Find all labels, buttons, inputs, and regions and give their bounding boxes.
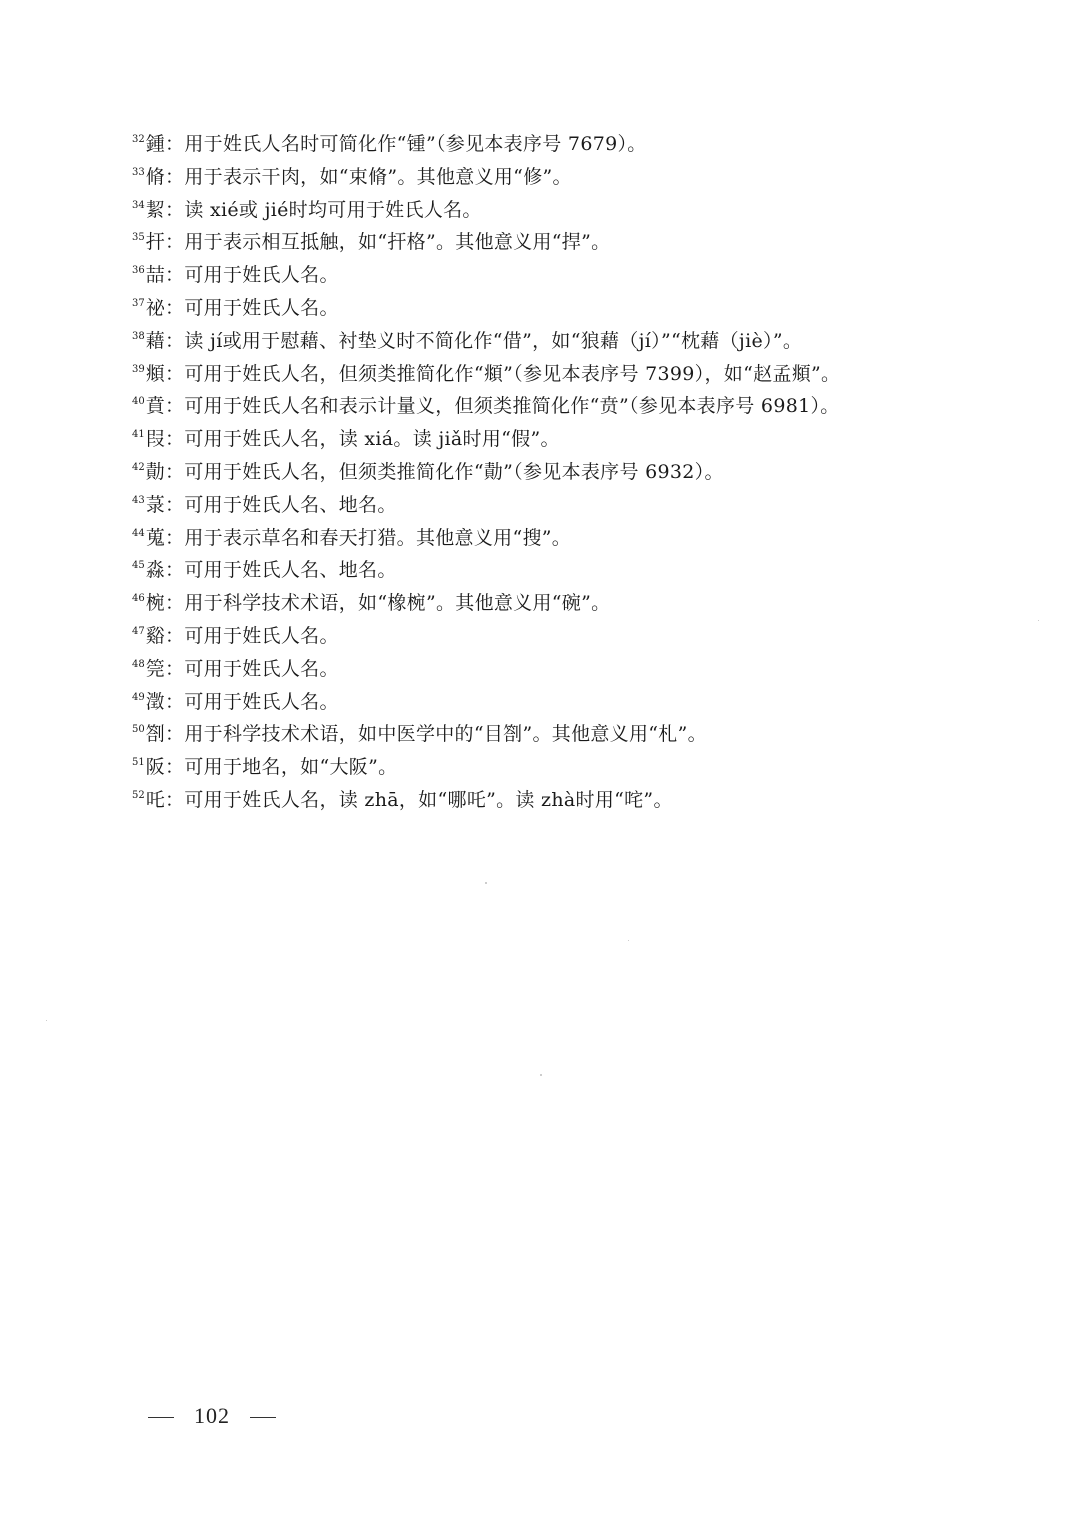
footnote-text: 可用于姓氏人名。 (184, 624, 339, 647)
footnote-number: 49 (132, 691, 145, 703)
footnote-number: 41 (132, 429, 145, 441)
footnote-number: 43 (132, 494, 145, 506)
footnote-text: 可用于姓氏人名，但须类推简化作“勣”（参见本表序号 6932）。 (184, 460, 724, 483)
scan-speck (1038, 620, 1039, 621)
scan-speck (540, 1074, 542, 1076)
footnote-character: 澂 (145, 690, 166, 713)
footnote-character: 絜 (145, 198, 166, 221)
footnote-number: 45 (132, 560, 145, 572)
footnote-number: 47 (132, 625, 145, 637)
footnote-number: 37 (132, 297, 145, 309)
footnote-separator: ： (165, 493, 185, 516)
footnote-separator: ： (165, 329, 185, 352)
footnote-character: 蒐 (145, 526, 166, 549)
footnote-separator: ： (165, 592, 185, 615)
footnote-text: 可用于姓氏人名。 (184, 657, 339, 680)
footnote-separator: ： (165, 428, 185, 451)
footnote-text: 可用于姓氏人名、地名。 (184, 493, 397, 516)
footnote-text: 用于姓氏人名时可简化作“锺”（参见本表序号 7679）。 (184, 133, 647, 155)
scan-speck (628, 940, 629, 941)
footnote-item (132, 157, 992, 190)
footnote-text: 可用于地名，如“大阪”。 (184, 756, 398, 779)
footnote-item (132, 714, 992, 747)
footnote-text: 可用于姓氏人名。 (184, 690, 339, 713)
footnote-item (132, 321, 992, 354)
footnote-number: 48 (132, 658, 145, 670)
scan-speck (46, 1020, 47, 1021)
footnote-number: 40 (132, 396, 145, 408)
footnote-character: 鍾 (145, 133, 166, 155)
footnote-item (132, 452, 992, 485)
footnote-number: 36 (132, 265, 145, 277)
footnote-separator: ： (165, 460, 185, 483)
footnote-item (132, 124, 992, 157)
footnote-separator: ： (165, 395, 185, 418)
footnote-separator: ： (165, 264, 185, 287)
footnote-character: 喆 (145, 264, 166, 287)
footnote-character: 祕 (145, 296, 166, 319)
footnote-text: 用于表示相互抵触，如“扞格”。其他意义用“捍”。 (184, 231, 611, 254)
footnote-number: 35 (132, 232, 145, 244)
footnote-separator: ： (165, 788, 185, 811)
footnote-character: 筦 (145, 657, 166, 680)
footnote-number: 52 (132, 789, 145, 801)
footnote-text: 用于表示干肉，如“束脩”。其他意义用“修”。 (184, 165, 572, 188)
footnote-separator: ： (165, 296, 185, 319)
footnote-item (132, 550, 992, 583)
footnote-separator: ： (165, 231, 185, 254)
footer-dash-right (250, 1417, 276, 1418)
footnote-character: 劄 (145, 723, 166, 746)
footnote-text: 用于科学技术术语，如中医学中的“目劄”。其他意义用“札”。 (184, 723, 707, 746)
footnote-number: 46 (132, 593, 145, 605)
footnote-separator: ： (165, 624, 185, 647)
footnote-number: 33 (132, 166, 145, 178)
footnote-character: 藉 (145, 329, 166, 352)
footnote-item (132, 518, 992, 551)
footnote-list (132, 124, 992, 813)
footnote-number: 51 (132, 757, 145, 769)
footnote-separator: ： (165, 690, 185, 713)
footnote-separator: ： (165, 526, 185, 549)
footnote-separator: ： (165, 133, 185, 155)
footnote-separator: ： (165, 165, 185, 188)
footnote-number: 50 (132, 724, 145, 736)
footnote-text: 可用于姓氏人名。 (184, 264, 339, 287)
footnote-character: 賁 (145, 395, 166, 418)
footnote-text: 可用于姓氏人名，读 zhā，如“哪吒”。读 zhà时用“咤”。 (184, 788, 673, 811)
footnote-item (132, 386, 992, 419)
footnote-number: 38 (132, 330, 145, 342)
footnote-item (132, 485, 992, 518)
footnote-item (132, 222, 992, 255)
footer-dash-left (148, 1417, 174, 1418)
footnote-number: 42 (132, 461, 145, 473)
footnote-text: 用于表示草名和春天打猎。其他意义用“搜”。 (184, 526, 572, 549)
footnote-item (132, 288, 992, 321)
scan-speck (485, 882, 487, 884)
footnote-separator: ： (165, 198, 185, 221)
footnote-text: 用于科学技术术语，如“橡椀”。其他意义用“碗”。 (184, 592, 611, 615)
footnote-text: 可用于姓氏人名，读 xiá。读 jiǎ时用“假”。 (184, 428, 560, 451)
footnote-item (132, 190, 992, 223)
footnote-character: 谿 (145, 624, 166, 647)
footnote-item (132, 583, 992, 616)
page-footer (148, 1403, 276, 1429)
footnote-item (132, 780, 992, 813)
footnote-item (132, 354, 992, 387)
footnote-character: 椀 (145, 592, 166, 615)
page-number: 102 (194, 1403, 230, 1428)
footnote-separator: ： (165, 657, 185, 680)
footnote-item (132, 682, 992, 715)
footnote-separator: ： (165, 723, 185, 746)
footnote-character: 頫 (145, 362, 166, 385)
footnote-item (132, 649, 992, 682)
footnote-separator: ： (165, 362, 185, 385)
footnote-character: 叚 (145, 428, 166, 451)
footnote-character: 扞 (145, 231, 166, 254)
footnote-text: 读 xié或 jié时均可用于姓氏人名。 (184, 198, 482, 221)
footnote-number: 44 (132, 527, 145, 539)
footnote-character: 菉 (145, 493, 166, 516)
footnote-item (132, 747, 992, 780)
footnote-number: 39 (132, 363, 145, 375)
footnote-text: 可用于姓氏人名，但须类推简化作“頫”（参见本表序号 7399），如“赵孟頫”。 (184, 362, 841, 385)
footnote-number: 34 (132, 199, 145, 211)
footnote-text: 可用于姓氏人名。 (184, 296, 339, 319)
footnote-character: 阪 (145, 756, 166, 779)
footnote-text: 可用于姓氏人名、地名。 (184, 559, 397, 582)
footnote-character: 勣 (145, 460, 166, 483)
footnote-item (132, 419, 992, 452)
footnote-item (132, 616, 992, 649)
footnote-character: 吒 (145, 788, 166, 811)
footnote-character: 脩 (145, 165, 166, 188)
footnote-character: 淼 (145, 559, 166, 582)
footnote-text: 可用于姓氏人名和表示计量义，但须类推简化作“贲”（参见本表序号 6981）。 (184, 395, 840, 418)
footnote-separator: ： (165, 756, 185, 779)
footnote-separator: ： (165, 559, 185, 582)
footnote-text: 读 jí或用于慰藉、衬垫义时不简化作“借”，如“狼藉（jí）”“枕藉（jiè）”。 (184, 329, 803, 352)
footnote-number: 32 (132, 134, 145, 145)
footnote-item (132, 255, 992, 288)
